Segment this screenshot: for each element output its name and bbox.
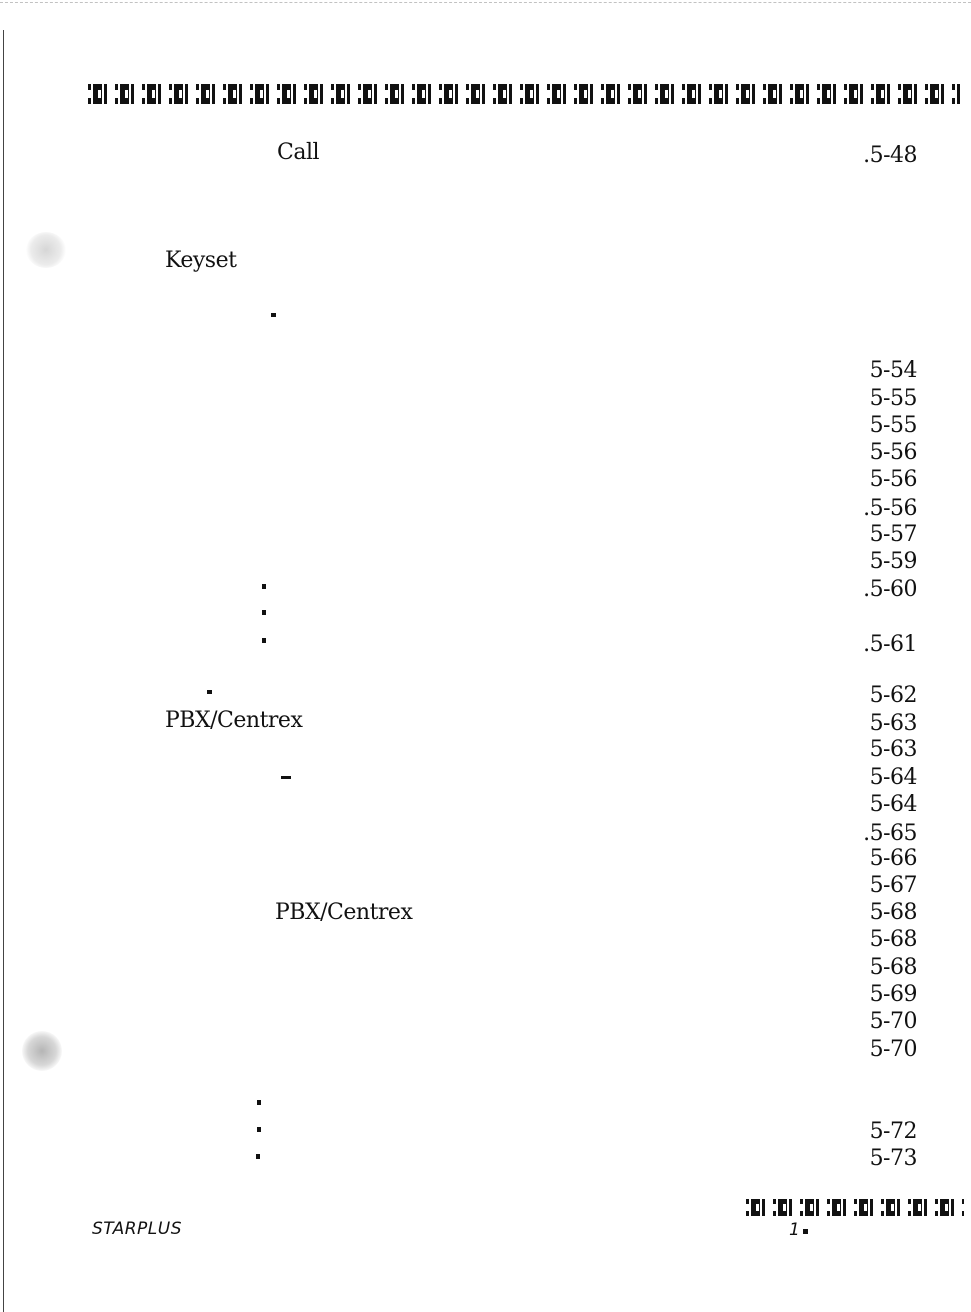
- toc-page-number: .5-56: [863, 496, 917, 521]
- toc-page-number: 5-68: [869, 927, 917, 952]
- toc-page-number: 5-73: [869, 1146, 917, 1171]
- toc-page-number: 5-62: [869, 683, 917, 708]
- toc-page-number: .5-61: [863, 632, 917, 657]
- footer-bullet: [803, 1229, 808, 1234]
- leader-mark: [262, 584, 266, 589]
- leader-mark: [262, 610, 266, 615]
- toc-page-number: 5-72: [869, 1119, 917, 1144]
- toc-page-number: 5-63: [869, 711, 917, 736]
- toc-page-number: 5-57: [869, 522, 917, 547]
- greek-key-header-border: [88, 84, 960, 104]
- toc-page-number: 5-67: [869, 873, 917, 898]
- toc-entry-keyset: Keyset: [165, 248, 237, 273]
- toc-entry-pbx-centrex: PBX/Centrex: [165, 708, 303, 733]
- leader-mark: [281, 776, 291, 779]
- toc-page-number: 5-63: [869, 737, 917, 762]
- scan-smudge-bottom: [22, 1031, 62, 1071]
- toc-page-number: .5-48: [863, 143, 917, 168]
- toc-page-number: 5-70: [869, 1009, 917, 1034]
- scan-left-edge: [3, 30, 4, 1312]
- greek-key-footer-border: [746, 1199, 964, 1216]
- toc-page-number: 5-56: [869, 440, 917, 465]
- leader-mark: [257, 1100, 261, 1105]
- toc-page-number: .5-60: [863, 577, 917, 602]
- toc-page-number: 5-59: [869, 549, 917, 574]
- leader-mark: [256, 1154, 260, 1159]
- scan-top-edge: [0, 2, 971, 5]
- scan-smudge-top: [26, 232, 66, 268]
- toc-page-number: .5-65: [863, 821, 917, 846]
- toc-page-number: 5-55: [869, 386, 917, 411]
- toc-page-number: 5-68: [869, 900, 917, 925]
- leader-mark: [257, 1127, 261, 1132]
- toc-page-number: 5-69: [869, 982, 917, 1007]
- leader-mark: [271, 313, 276, 317]
- leader-mark: [262, 638, 266, 643]
- toc-page-number: 5-66: [869, 846, 917, 871]
- toc-entry-pbx-centrex-2: PBX/Centrex: [275, 900, 413, 925]
- toc-page-number: 5-54: [869, 358, 917, 383]
- footer-page-number: 1: [789, 1220, 800, 1240]
- leader-mark: [207, 690, 212, 694]
- toc-entry-call: Call: [277, 140, 320, 165]
- toc-page-number: 5-64: [869, 792, 917, 817]
- toc-page-number: 5-55: [869, 413, 917, 438]
- toc-page-number: 5-56: [869, 467, 917, 492]
- toc-page-number: 5-68: [869, 955, 917, 980]
- footer-product-title: STARPLUS: [92, 1219, 183, 1239]
- toc-page-number: 5-70: [869, 1037, 917, 1062]
- toc-page-number: 5-64: [869, 765, 917, 790]
